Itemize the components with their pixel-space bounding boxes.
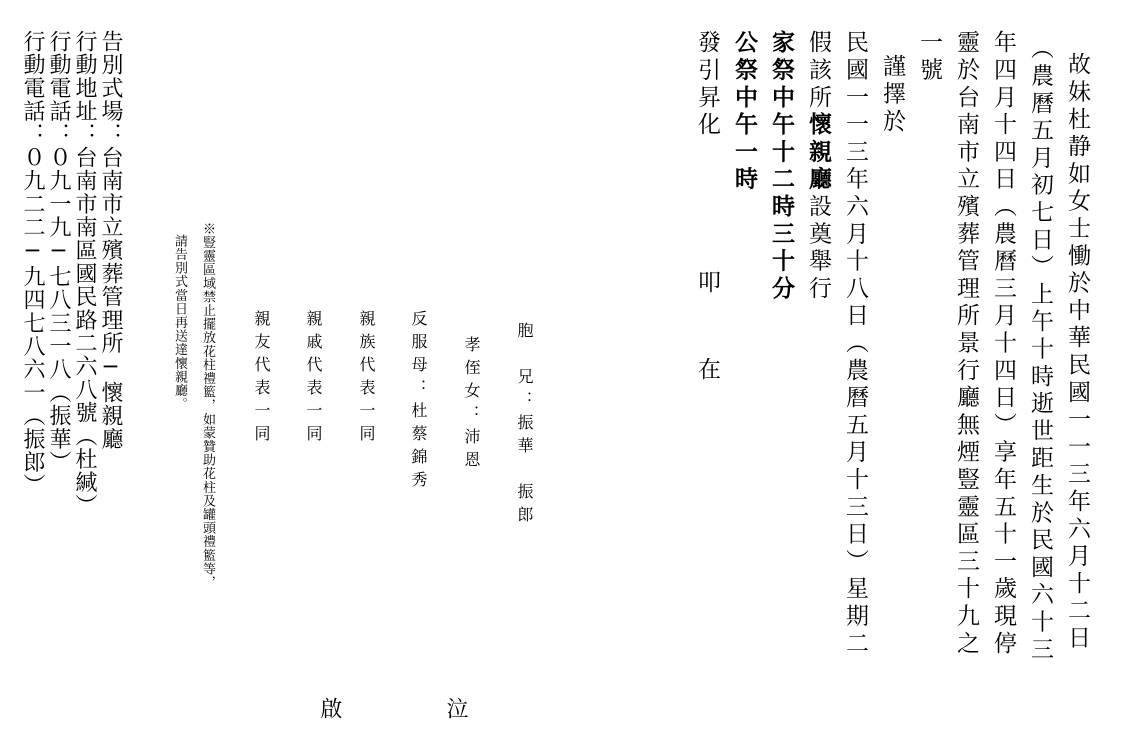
notice-line-8 xyxy=(805,30,831,303)
signatory-brothers: 胞 兄：振華 振郎 xyxy=(515,322,534,529)
notice-public-ceremony: 公祭中午一時 xyxy=(731,30,758,194)
signatory-relatives: 親戚代表一同 xyxy=(304,310,323,448)
notice-kowtow: 叩 xyxy=(694,270,720,298)
notice-line-4: 靈於台南市立殯葬管理所景行廳無煙豎靈區三十九之 xyxy=(953,30,979,658)
notice-venue-suffix: 設奠舉行 xyxy=(805,193,831,304)
notice-venue-hall: 懷親廳 xyxy=(805,111,832,194)
floral-note-line-2: 請告別式當日再送達懷親廳。 xyxy=(172,234,187,411)
notice-line-11: 發引昇化 xyxy=(694,30,720,140)
notice-line-5: 一號 xyxy=(916,30,942,85)
notice-line-1: 故妹杜静如女士慟於中華民國一一三年六月十二日 xyxy=(1064,52,1090,653)
notice-line-3: 年四月十四日（農曆三月十四日）享年五十一歲現停 xyxy=(990,30,1016,658)
floral-note-line-1: ※豎靈區域禁止擺放花柱禮籃，如蒙贊助花柱及罐頭禮籃等， xyxy=(200,222,215,590)
closing-weep: 泣 xyxy=(443,697,468,719)
signatory-friends: 親友代表一同 xyxy=(252,310,271,448)
signatory-nephew-niece: 孝侄女：沛恩 xyxy=(462,336,481,474)
signatory-clan: 親族代表一同 xyxy=(357,310,376,448)
notice-line-2: （農曆五月初七日）上午十時逝世距生於民國六十三 xyxy=(1027,36,1053,664)
notice-line-7: 民國一一三年六月十八日（農曆五月十三日）星期二 xyxy=(842,30,868,658)
signatory-mother: 反服母：杜蔡錦秀 xyxy=(409,310,428,494)
contact-address: 行動地址：台南市南區國民路二六八號（杜緘） xyxy=(72,30,97,518)
closing-announce: 啟 xyxy=(317,697,342,719)
notice-line-6: 謹擇於 xyxy=(879,54,905,136)
notice-at: 在 xyxy=(694,357,720,385)
notice-venue-prefix: 假該所 xyxy=(805,30,831,112)
notice-family-ceremony: 家祭中午十二時三十分 xyxy=(768,30,795,303)
contact-phone-2: 行動電話：０九二二─九四七八六一（振郎） xyxy=(20,30,45,497)
contact-venue: 告別式場：台南市立殯葬管理所─懷親廳 xyxy=(98,30,123,451)
contact-phone-1: 行動電話：０九一九─七八三一八（振華） xyxy=(46,30,71,474)
